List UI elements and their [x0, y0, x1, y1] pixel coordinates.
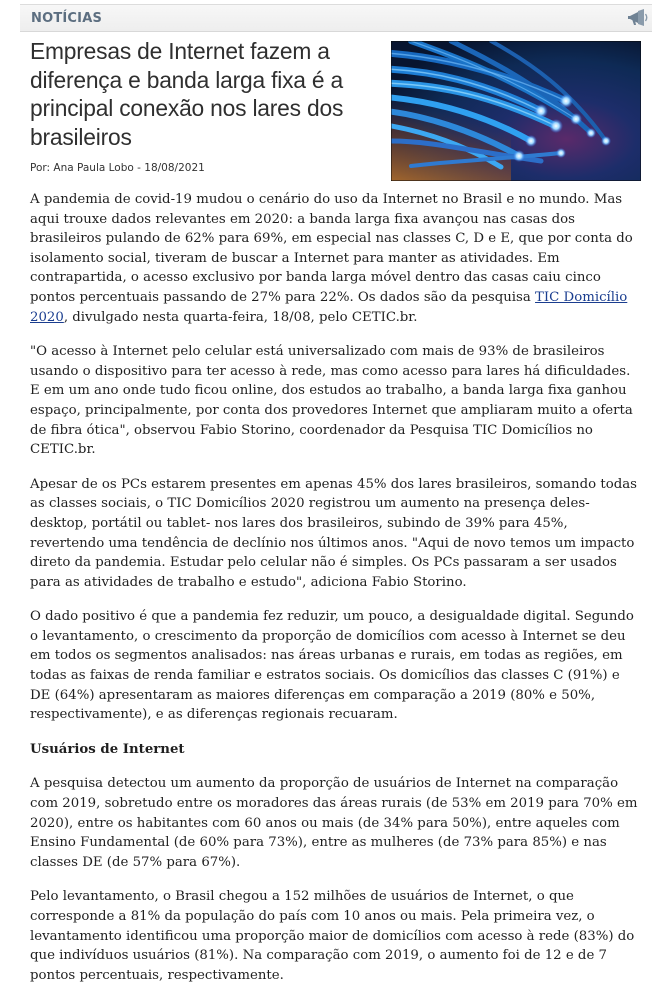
paragraph-2: "O acesso à Internet pelo celular está universalizado com mais de 93% de brasileiros usando o dispositivo para ter acesso à rede, mas como acesso para lares há dificuldades. E em um ano onde tudo ficou online, dos estudos ao trabalho, a banda larga fixa ganhou espaço, principalmente, por conta dos provedores Internet que ampliaram muito a oferta de fibra ótica", observou Fabio Storino, coordenador da Pesquisa TIC Domicílios no CETIC.br.	[30, 344, 633, 458]
tic-domicilio-link[interactable]: TIC Domicílio 2020	[30, 289, 628, 325]
paragraph-5: A pesquisa detectou um aumento da proporção de usuários de Internet na comparação com 2019, sobretudo entre os moradores das áreas rurais (de 53% em 2019 para 70% em 2020), entre os habitantes com 60 anos ou mais (de 34% para 50%), entre aqueles com Ensino Fundamental (de 60% para 73%), entre as mulheres (de 73% para 85%) e nas classes DE (de 57% para 67%).	[30, 776, 638, 870]
paragraph-1-text: A pandemia de covid-19 mudou o cenário do uso da Internet no Brasil e no mundo. Mas aqui trouxe dados relevantes em 2020: a banda larga fixa avançou nas casas dos brasileiros pulando de 62% para 69%, em especial nas classes C, D e E, que por conta do isolamento social, tiveram de buscar a Internet para manter as atividades. Em contrapartida, o acesso exclusivo por banda larga móvel dentro das casas caiu cinco pontos percentuais passando de 27% para 22%. Os dados são da pesquisa	[30, 192, 633, 305]
article-title: Empresas de Internet fazem a diferença e banda larga fixa é a principal conexão nos lares dos brasileiros	[30, 38, 344, 150]
paragraph-1	[30, 190, 642, 327]
paragraph-3: Apesar de os PCs estarem presentes em apenas 45% dos lares brasileiros, somando todas as classes sociais, o TIC Domicílios 2020 registrou um aumento na presença deles- desktop, portátil ou tablet- nos lares dos brasileiros, subindo de 39% para 45%, revertendo uma tendência de declínio nos últimos anos. "Aqui de novo temos um impacto direto da pandemia. Estudar pelo celular não é simples. Os PCs passaram a ser usados para as atividades de trabalho e estudo", adiciona Fabio Storino.	[30, 476, 637, 590]
article-body	[30, 190, 642, 982]
section-label: NOTÍCIAS	[31, 11, 103, 26]
article-byline: Por: Ana Paula Lobo - 18/08/2021	[30, 162, 205, 174]
megaphone-icon[interactable]	[627, 8, 649, 28]
fiber-optic-cables-image	[391, 41, 641, 181]
paragraph-6: Pelo levantamento, o Brasil chegou a 152 milhões de usuários de Internet, o que corresponde a 81% da população do país com 10 anos ou mais. Pela primeira vez, o levantamento identificou uma proporção maior de domicílios com acesso à rede (83%) do que indivíduos usuários (81%). Na comparação com 2019, o aumento foi de 12 e de 7 pontos percentuais, respectivamente.	[30, 889, 635, 982]
paragraph-1-text-end: , divulgado nesta quarta-feira, 18/08, pelo CETIC.br.	[63, 309, 418, 325]
subheading-usuarios: Usuários de Internet	[30, 741, 185, 757]
paragraph-4: O dado positivo é que a pandemia fez reduzir, um pouco, a desigualdade digital. Segundo o levantamento, o crescimento da proporção de domicílios com acesso à Internet se deu em todos os segmentos analisados: nas áreas urbanas e rurais, em todas as regiões, em todas as faixas de renda familiar e estratos sociais. Os domicílios das classes C (91%) e DE (64%) apresentaram as maiores diferenças em comparação a 2019 (80% e 50%, respectivamente), e as diferenças regionais recuaram.	[30, 609, 634, 723]
section-header-bar	[20, 4, 652, 32]
